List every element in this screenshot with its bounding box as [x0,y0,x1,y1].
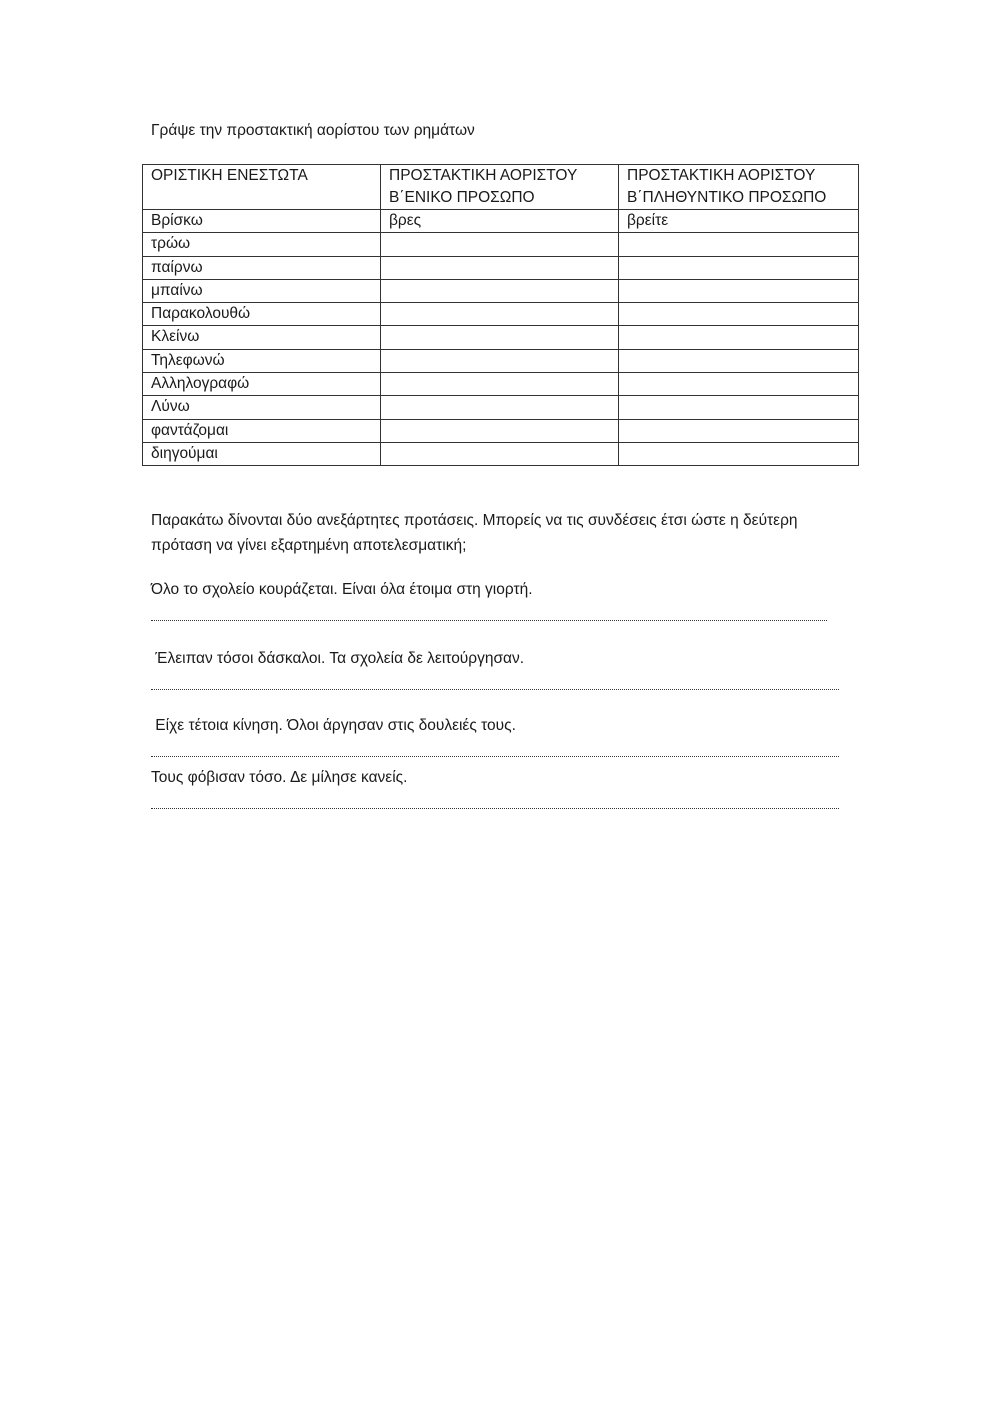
table-row [143,233,859,256]
header-imperative-singular [381,165,619,210]
table-row [143,210,859,233]
verb-cell: φαντάζομαι [143,419,381,442]
header-imperative-plural [619,165,859,210]
verb-cell: μπαίνω [143,279,381,302]
verb-cell: Αλληλογραφώ [143,373,381,396]
verb-table [142,164,859,466]
header-line: ΠΡΟΣΤΑΚΤΙΚΗ ΑΟΡΙΣΤΟΥ [389,167,578,184]
header-line: ΠΡΟΣΤΑΚΤΙΚΗ ΑΟΡΙΣΤΟΥ [627,167,816,184]
plural-cell[interactable] [619,396,859,419]
singular-cell[interactable] [381,349,619,372]
plural-cell[interactable] [619,303,859,326]
answer-line-3[interactable] [151,742,839,757]
verb-cell: τρώω [143,233,381,256]
singular-cell[interactable] [381,373,619,396]
singular-cell[interactable] [381,303,619,326]
table-row [143,303,859,326]
verb-cell: διηγούμαι [143,442,381,465]
answer-line-2[interactable] [151,675,839,690]
singular-cell[interactable] [381,442,619,465]
table-row [143,279,859,302]
header-line: Β΄ΠΛΗΘΥΝΤΙΚΟ ΠΡΟΣΩΠΟ [627,189,827,206]
plural-cell[interactable] [619,326,859,349]
verb-cell: Λύνω [143,396,381,419]
sentence-1: Όλο το σχολείο κουράζεται. Είναι όλα έτοιμα στη γιορτή. [151,581,533,598]
table-header-row [143,165,859,210]
header-line: Β΄ΕΝΙΚΟ ΠΡΟΣΩΠΟ [389,189,535,206]
table-row [143,442,859,465]
plural-cell[interactable] [619,373,859,396]
header-line: ΟΡΙΣΤΙΚΗ ΕΝΕΣΤΩΤΑ [151,167,308,184]
table-row [143,326,859,349]
plural-cell[interactable] [619,233,859,256]
instruction-text: Γράψε την προστακτική αορίστου των ρημάτων [151,122,475,139]
singular-cell[interactable] [381,256,619,279]
answer-line-4[interactable] [151,794,839,809]
singular-cell[interactable] [381,233,619,256]
plural-cell[interactable] [619,256,859,279]
header-present-indicative [143,165,381,210]
plural-cell[interactable]: βρείτε [619,210,859,233]
verb-cell: Παρακολουθώ [143,303,381,326]
table-row [143,419,859,442]
answer-line-1[interactable] [151,606,827,621]
plural-cell[interactable] [619,349,859,372]
verb-cell: Κλείνω [143,326,381,349]
table-row [143,396,859,419]
plural-cell[interactable] [619,419,859,442]
table-row [143,373,859,396]
sentence-3: Είχε τέτοια κίνηση. Όλοι άργησαν στις δουλειές τους. [151,717,516,734]
singular-cell[interactable] [381,326,619,349]
sentence-2: Έλειπαν τόσοι δάσκαλοι. Τα σχολεία δε λειτούργησαν. [151,650,525,667]
exercise2-prompt: Παρακάτω δίνονται δύο ανεξάρτητες προτάσεις. Μπορείς να τις συνδέσεις έτσι ώστε η δεύτερη πρόταση να γίνει εξαρτημένη αποτελεσματική; [151,512,798,554]
table-row [143,256,859,279]
singular-cell[interactable]: βρες [381,210,619,233]
singular-cell[interactable] [381,396,619,419]
sentence-4: Τους φόβισαν τόσο. Δε μίλησε κανείς. [151,769,408,786]
table-row [143,349,859,372]
verb-cell: Τηλεφωνώ [143,349,381,372]
plural-cell[interactable] [619,442,859,465]
plural-cell[interactable] [619,279,859,302]
singular-cell[interactable] [381,279,619,302]
verb-cell: παίρνω [143,256,381,279]
singular-cell[interactable] [381,419,619,442]
verb-cell: Βρίσκω [143,210,381,233]
